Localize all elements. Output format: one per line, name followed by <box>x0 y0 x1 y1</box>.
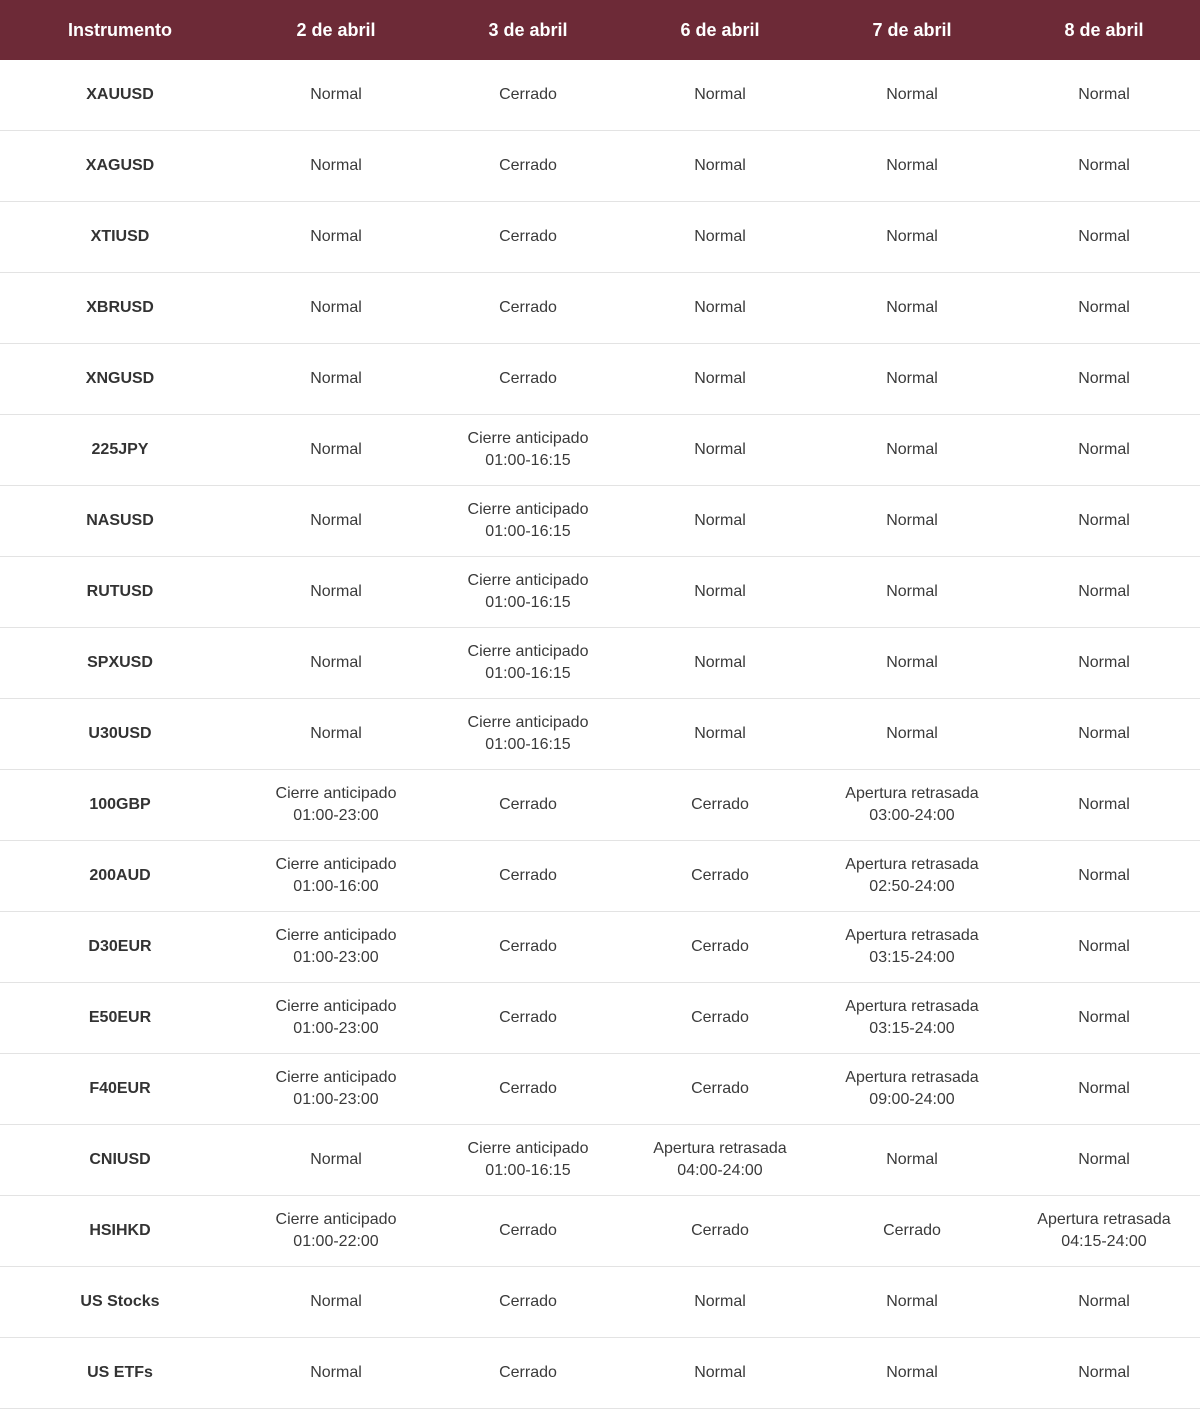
status-cell <box>240 60 432 131</box>
status-cell <box>816 131 1008 202</box>
status-cell <box>432 486 624 557</box>
status-text: Normal <box>1078 86 1130 103</box>
table-row <box>0 344 1200 415</box>
header-date: 7 de abril <box>816 0 1008 60</box>
status-cell <box>240 912 432 983</box>
status-cell <box>816 699 1008 770</box>
status-cell <box>240 202 432 273</box>
status-cell <box>816 273 1008 344</box>
status-text: Normal <box>1078 228 1130 245</box>
status-cell <box>816 912 1008 983</box>
status-text: Cerrado <box>499 867 557 884</box>
status-cell <box>240 415 432 486</box>
status-text: Normal <box>694 512 746 529</box>
status-cell <box>816 1196 1008 1267</box>
status-cell <box>432 202 624 273</box>
status-text: Cerrado <box>691 1222 749 1239</box>
table-body <box>0 60 1200 1409</box>
table-row <box>0 273 1200 344</box>
status-text: Cerrado <box>499 1293 557 1310</box>
status-cell <box>624 841 816 912</box>
status-cell <box>432 1267 624 1338</box>
status-cell <box>624 1338 816 1409</box>
instrument-cell: U30USD <box>0 699 240 770</box>
time-range-text: 09:00-24:00 <box>869 1091 955 1108</box>
status-cell <box>1008 557 1200 628</box>
status-cell <box>816 415 1008 486</box>
time-range-text: 01:00-23:00 <box>293 949 379 966</box>
status-cell <box>624 983 816 1054</box>
status-text: Apertura retrasada <box>845 785 979 802</box>
header-date: 8 de abril <box>1008 0 1200 60</box>
status-cell <box>816 983 1008 1054</box>
status-cell <box>624 202 816 273</box>
time-range-text: 01:00-16:15 <box>485 594 571 611</box>
status-cell <box>432 983 624 1054</box>
status-text: Cierre anticipado <box>275 927 397 944</box>
status-text: Normal <box>1078 157 1130 174</box>
table-row <box>0 983 1200 1054</box>
status-text: Cierre anticipado <box>467 501 589 518</box>
time-range-text: 02:50-24:00 <box>869 878 955 895</box>
status-text: Cierre anticipado <box>467 1140 589 1157</box>
status-text: Normal <box>1078 654 1130 671</box>
status-text: Cerrado <box>691 867 749 884</box>
status-text: Normal <box>310 512 362 529</box>
status-text: Cierre anticipado <box>275 998 397 1015</box>
status-text: Normal <box>886 725 938 742</box>
status-cell <box>1008 202 1200 273</box>
instrument-cell: XBRUSD <box>0 273 240 344</box>
status-text: Normal <box>886 1151 938 1168</box>
time-range-text: 01:00-16:00 <box>293 878 379 895</box>
status-text: Normal <box>1078 796 1130 813</box>
status-cell <box>432 1125 624 1196</box>
status-text: Normal <box>310 725 362 742</box>
instrument-cell: 200AUD <box>0 841 240 912</box>
status-text: Normal <box>886 157 938 174</box>
status-cell <box>1008 60 1200 131</box>
status-cell <box>1008 983 1200 1054</box>
status-text: Normal <box>310 583 362 600</box>
status-cell <box>240 699 432 770</box>
status-cell <box>240 486 432 557</box>
status-text: Normal <box>310 441 362 458</box>
table-row <box>0 628 1200 699</box>
status-text: Normal <box>1078 1151 1130 1168</box>
time-range-text: 01:00-16:15 <box>485 523 571 540</box>
status-cell <box>1008 699 1200 770</box>
status-text: Cerrado <box>499 299 557 316</box>
status-cell <box>816 486 1008 557</box>
status-text: Normal <box>1078 441 1130 458</box>
status-text: Cierre anticipado <box>467 430 589 447</box>
status-cell <box>1008 344 1200 415</box>
time-range-text: 04:15-24:00 <box>1061 1233 1147 1250</box>
header-date: 2 de abril <box>240 0 432 60</box>
table-row <box>0 557 1200 628</box>
table-row <box>0 1267 1200 1338</box>
status-text: Cerrado <box>499 1080 557 1097</box>
header-date: 3 de abril <box>432 0 624 60</box>
status-cell <box>1008 415 1200 486</box>
status-cell <box>624 415 816 486</box>
status-cell <box>624 628 816 699</box>
status-text: Normal <box>886 654 938 671</box>
status-cell <box>432 1054 624 1125</box>
status-text: Cierre anticipado <box>467 714 589 731</box>
status-cell <box>1008 770 1200 841</box>
instrument-cell: XTIUSD <box>0 202 240 273</box>
status-text: Normal <box>1078 583 1130 600</box>
status-cell <box>240 131 432 202</box>
time-range-text: 01:00-16:15 <box>485 452 571 469</box>
status-text: Normal <box>1078 1080 1130 1097</box>
status-cell <box>1008 912 1200 983</box>
status-cell <box>432 344 624 415</box>
status-cell <box>816 1338 1008 1409</box>
status-cell <box>624 699 816 770</box>
time-range-text: 04:00-24:00 <box>677 1162 763 1179</box>
status-cell <box>240 770 432 841</box>
instrument-cell: XAUUSD <box>0 60 240 131</box>
status-text: Normal <box>886 512 938 529</box>
status-text: Cerrado <box>691 938 749 955</box>
status-cell <box>432 415 624 486</box>
status-cell <box>432 273 624 344</box>
instrument-cell: 225JPY <box>0 415 240 486</box>
time-range-text: 03:15-24:00 <box>869 1020 955 1037</box>
status-text: Apertura retrasada <box>1037 1211 1171 1228</box>
status-text: Apertura retrasada <box>653 1140 787 1157</box>
status-cell <box>240 1125 432 1196</box>
status-text: Normal <box>694 299 746 316</box>
status-text: Normal <box>886 1364 938 1381</box>
status-cell <box>1008 273 1200 344</box>
status-cell <box>816 770 1008 841</box>
status-cell <box>1008 1196 1200 1267</box>
status-text: Cerrado <box>499 938 557 955</box>
time-range-text: 03:15-24:00 <box>869 949 955 966</box>
status-text: Normal <box>1078 725 1130 742</box>
status-text: Normal <box>1078 370 1130 387</box>
status-cell <box>624 1267 816 1338</box>
status-text: Cierre anticipado <box>275 785 397 802</box>
status-text: Apertura retrasada <box>845 1069 979 1086</box>
status-text: Normal <box>310 1293 362 1310</box>
status-text: Normal <box>694 583 746 600</box>
instrument-cell: CNIUSD <box>0 1125 240 1196</box>
status-text: Normal <box>1078 299 1130 316</box>
status-cell <box>624 770 816 841</box>
instrument-cell: HSIHKD <box>0 1196 240 1267</box>
status-text: Normal <box>1078 1293 1130 1310</box>
status-cell <box>624 912 816 983</box>
status-text: Cierre anticipado <box>275 856 397 873</box>
status-cell <box>624 1125 816 1196</box>
status-cell <box>240 1267 432 1338</box>
instrument-cell: 100GBP <box>0 770 240 841</box>
status-cell <box>240 1338 432 1409</box>
status-cell <box>624 344 816 415</box>
status-text: Cerrado <box>691 796 749 813</box>
time-range-text: 01:00-16:15 <box>485 736 571 753</box>
status-text: Normal <box>886 228 938 245</box>
status-text: Cerrado <box>499 1222 557 1239</box>
status-cell <box>624 273 816 344</box>
table-row <box>0 770 1200 841</box>
status-text: Normal <box>886 370 938 387</box>
status-text: Cerrado <box>499 1364 557 1381</box>
table-row <box>0 1054 1200 1125</box>
status-text: Normal <box>886 1293 938 1310</box>
status-text: Normal <box>886 299 938 316</box>
status-text: Normal <box>1078 867 1130 884</box>
status-text: Cerrado <box>691 1080 749 1097</box>
status-cell <box>816 1054 1008 1125</box>
status-text: Normal <box>310 299 362 316</box>
status-cell <box>432 912 624 983</box>
table-row <box>0 60 1200 131</box>
status-text: Cierre anticipado <box>467 643 589 660</box>
table-row <box>0 131 1200 202</box>
table-row <box>0 699 1200 770</box>
status-cell <box>240 841 432 912</box>
status-text: Normal <box>694 725 746 742</box>
status-cell <box>432 1338 624 1409</box>
status-cell <box>240 344 432 415</box>
status-cell <box>816 344 1008 415</box>
status-cell <box>240 1196 432 1267</box>
status-text: Normal <box>694 1364 746 1381</box>
status-cell <box>624 557 816 628</box>
status-text: Apertura retrasada <box>845 856 979 873</box>
status-cell <box>1008 131 1200 202</box>
status-cell <box>1008 486 1200 557</box>
status-text: Apertura retrasada <box>845 998 979 1015</box>
time-range-text: 01:00-16:15 <box>485 665 571 682</box>
status-text: Cierre anticipado <box>467 572 589 589</box>
table-row <box>0 1338 1200 1409</box>
status-text: Cerrado <box>691 1009 749 1026</box>
instrument-cell: D30EUR <box>0 912 240 983</box>
status-cell <box>432 557 624 628</box>
time-range-text: 01:00-16:15 <box>485 1162 571 1179</box>
table-row <box>0 912 1200 983</box>
header-date: 6 de abril <box>624 0 816 60</box>
table-header-row <box>0 0 1200 60</box>
status-text: Apertura retrasada <box>845 927 979 944</box>
table-row <box>0 486 1200 557</box>
status-cell <box>1008 628 1200 699</box>
status-cell <box>816 60 1008 131</box>
instrument-cell: XNGUSD <box>0 344 240 415</box>
status-cell <box>1008 1125 1200 1196</box>
status-text: Cierre anticipado <box>275 1211 397 1228</box>
status-cell <box>240 983 432 1054</box>
instrument-cell: US Stocks <box>0 1267 240 1338</box>
instrument-cell: RUTUSD <box>0 557 240 628</box>
status-text: Cerrado <box>499 796 557 813</box>
status-cell <box>1008 841 1200 912</box>
status-text: Normal <box>1078 512 1130 529</box>
status-cell <box>1008 1267 1200 1338</box>
status-cell <box>624 131 816 202</box>
table-row <box>0 1196 1200 1267</box>
table-row <box>0 841 1200 912</box>
status-cell <box>816 557 1008 628</box>
status-text: Normal <box>694 441 746 458</box>
instrument-cell: XAGUSD <box>0 131 240 202</box>
time-range-text: 03:00-24:00 <box>869 807 955 824</box>
status-text: Normal <box>694 228 746 245</box>
status-cell <box>624 1054 816 1125</box>
status-cell <box>240 628 432 699</box>
status-cell <box>816 628 1008 699</box>
instrument-cell: F40EUR <box>0 1054 240 1125</box>
instrument-cell: E50EUR <box>0 983 240 1054</box>
status-text: Normal <box>694 157 746 174</box>
status-text: Normal <box>694 86 746 103</box>
status-text: Normal <box>310 228 362 245</box>
instrument-cell: NASUSD <box>0 486 240 557</box>
status-cell <box>432 770 624 841</box>
time-range-text: 01:00-23:00 <box>293 1020 379 1037</box>
status-text: Cerrado <box>499 370 557 387</box>
status-cell <box>624 1196 816 1267</box>
status-cell <box>1008 1054 1200 1125</box>
status-cell <box>1008 1338 1200 1409</box>
status-text: Normal <box>1078 938 1130 955</box>
time-range-text: 01:00-23:00 <box>293 807 379 824</box>
status-text: Normal <box>310 157 362 174</box>
status-text: Cierre anticipado <box>275 1069 397 1086</box>
status-text: Cerrado <box>499 86 557 103</box>
status-text: Normal <box>694 1293 746 1310</box>
status-cell <box>432 60 624 131</box>
time-range-text: 01:00-22:00 <box>293 1233 379 1250</box>
status-cell <box>816 202 1008 273</box>
status-text: Normal <box>694 654 746 671</box>
status-text: Cerrado <box>499 157 557 174</box>
status-cell <box>816 1267 1008 1338</box>
status-cell <box>240 557 432 628</box>
status-text: Normal <box>886 583 938 600</box>
table-row <box>0 415 1200 486</box>
time-range-text: 01:00-23:00 <box>293 1091 379 1108</box>
status-cell <box>240 1054 432 1125</box>
status-text: Cerrado <box>883 1222 941 1239</box>
status-cell <box>432 699 624 770</box>
header-instrument: Instrumento <box>0 0 240 60</box>
status-text: Normal <box>310 1151 362 1168</box>
status-text: Normal <box>886 86 938 103</box>
status-cell <box>432 131 624 202</box>
status-text: Normal <box>1078 1009 1130 1026</box>
instrument-cell: US ETFs <box>0 1338 240 1409</box>
status-cell <box>432 841 624 912</box>
status-text: Normal <box>310 370 362 387</box>
table-row <box>0 202 1200 273</box>
status-text: Normal <box>310 1364 362 1381</box>
status-text: Normal <box>1078 1364 1130 1381</box>
status-cell <box>240 273 432 344</box>
status-cell <box>816 841 1008 912</box>
status-cell <box>816 1125 1008 1196</box>
status-text: Cerrado <box>499 1009 557 1026</box>
status-cell <box>432 628 624 699</box>
status-text: Normal <box>310 86 362 103</box>
status-cell <box>624 486 816 557</box>
status-text: Cerrado <box>499 228 557 245</box>
instrument-cell: SPXUSD <box>0 628 240 699</box>
status-text: Normal <box>310 654 362 671</box>
status-cell <box>432 1196 624 1267</box>
status-text: Normal <box>694 370 746 387</box>
status-text: Normal <box>886 441 938 458</box>
status-cell <box>624 60 816 131</box>
table-row <box>0 1125 1200 1196</box>
